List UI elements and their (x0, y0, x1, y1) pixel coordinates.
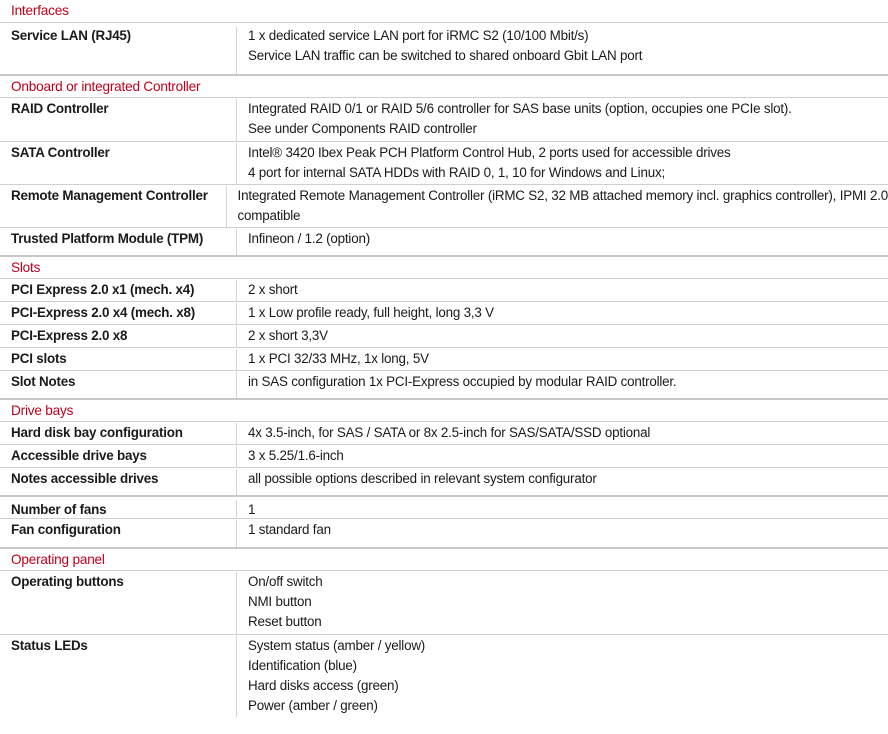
spec-label: PCI-Express 2.0 x4 (mech. x8) (11, 305, 195, 320)
spec-value (236, 446, 888, 467)
spec-value (236, 372, 888, 398)
spec-value-line: 1 x Low profile ready, full height, long 3,3 V (248, 305, 494, 320)
spec-value (236, 143, 888, 184)
spec-value-line: Service LAN traffic can be switched to shared onboard Gbit LAN port (248, 48, 643, 63)
spec-label: PCI-Express 2.0 x8 (11, 328, 128, 343)
spec-row-service-lan (0, 22, 888, 74)
spec-value-line: 1 x dedicated service LAN port for iRMC S2 (10/100 Mbit/s) (248, 28, 589, 43)
spec-label: RAID Controller (11, 101, 109, 116)
spec-value-line: compatible (237, 208, 301, 223)
spec-value (236, 26, 888, 74)
spec-value-line: See under Components RAID controller (248, 121, 477, 136)
spec-value (236, 349, 888, 370)
spec-value (236, 572, 888, 634)
spec-row-hard-disk-bay-configuration (0, 421, 888, 444)
spec-value (236, 469, 888, 495)
section-header-operating-panel (0, 547, 888, 570)
spec-value (236, 99, 888, 141)
spec-value-line: NMI button (248, 594, 312, 609)
spec-row-fan-configuration (0, 518, 888, 547)
spec-value-line: 4 port for internal SATA HDDs with RAID 0, 1, 10 for Windows and Linux; (248, 165, 665, 180)
spec-label: SATA Controller (11, 145, 110, 160)
section-title: Operating panel (11, 552, 105, 567)
spec-value-line: 2 x short (248, 282, 298, 297)
spec-label: Notes accessible drives (11, 471, 159, 486)
spec-row-accessible-drive-bays (0, 444, 888, 467)
spec-label: Service LAN (RJ45) (11, 28, 131, 43)
spec-label: Operating buttons (11, 574, 124, 589)
spec-value-line: 4x 3.5-inch, for SAS / SATA or 8x 2.5-inch for SAS/SATA/SSD optional (248, 425, 651, 440)
spec-value-line: 1 (248, 502, 256, 517)
spec-value-line: 1 standard fan (248, 522, 331, 537)
section-header-drive-bays (0, 398, 888, 421)
spec-label: Slot Notes (11, 374, 76, 389)
spec-value (236, 303, 888, 324)
spec-value (236, 280, 888, 301)
spec-row-slot-notes (0, 370, 888, 398)
section-header-slots (0, 255, 888, 278)
spec-value-line: System status (amber / yellow) (248, 638, 426, 653)
spec-value-line: On/off switch (248, 574, 323, 589)
section-title: Interfaces (11, 3, 69, 18)
spec-label: Hard disk bay configuration (11, 425, 183, 440)
spec-row-remote-management-controller (0, 184, 888, 227)
spec-value-line: Infineon / 1.2 (option) (248, 231, 370, 246)
spec-value-line: 2 x short 3,3V (248, 328, 328, 343)
spec-row-status-leds (0, 634, 888, 718)
spec-value (236, 500, 888, 518)
spec-value (236, 520, 888, 547)
spec-row-pcie-x1 (0, 278, 888, 301)
spec-row-notes-accessible-drives (0, 467, 888, 495)
spec-label: Status LEDs (11, 638, 88, 653)
spec-row-sata-controller (0, 141, 888, 184)
spec-label: Number of fans (11, 502, 107, 517)
spec-value-line: 1 x PCI 32/33 MHz, 1x long, 5V (248, 351, 429, 366)
section-header-interfaces (0, 0, 888, 22)
spec-label: Remote Management Controller (11, 188, 208, 203)
section-title: Drive bays (11, 403, 74, 418)
spec-value-line: 3 x 5.25/1.6-inch (248, 448, 344, 463)
spec-value-line: in SAS configuration 1x PCI-Express occupied by modular RAID controller. (248, 374, 677, 389)
spec-value (236, 229, 888, 255)
spec-row-tpm (0, 227, 888, 255)
spec-value-line: Intel® 3420 Ibex Peak PCH Platform Control Hub, 2 ports used for accessible drives (248, 145, 731, 160)
spec-label: PCI slots (11, 351, 67, 366)
spec-label: Accessible drive bays (11, 448, 147, 463)
spec-value-line: Integrated RAID 0/1 or RAID 5/6 controller for SAS base units (option, occupies one PCIe slot). (248, 101, 792, 116)
spec-label: Trusted Platform Module (TPM) (11, 231, 204, 246)
spec-value-line: Integrated Remote Management Controller (iRMC S2, 32 MB attached memory incl. graphics controller), IPMI 2.0 (237, 188, 888, 203)
spec-row-operating-buttons (0, 570, 888, 634)
spec-row-number-of-fans (0, 495, 888, 518)
spec-row-raid-controller (0, 97, 888, 141)
spec-value (226, 186, 888, 227)
spec-value-line: Reset button (248, 614, 322, 629)
spec-value (236, 423, 888, 444)
spec-row-pcie-x8 (0, 324, 888, 347)
spec-value-line: all possible options described in relevant system configurator (248, 471, 597, 486)
section-title: Onboard or integrated Controller (11, 79, 201, 94)
spec-label: Fan configuration (11, 522, 121, 537)
section-header-onboard-controller (0, 74, 888, 97)
spec-value (236, 326, 888, 347)
spec-row-pci-slots (0, 347, 888, 370)
spec-value-line: Power (amber / green) (248, 698, 378, 713)
spec-value (236, 636, 888, 718)
section-title: Slots (11, 260, 41, 275)
spec-label: PCI Express 2.0 x1 (mech. x4) (11, 282, 195, 297)
spec-value-line: Hard disks access (green) (248, 678, 399, 693)
spec-row-pcie-x4 (0, 301, 888, 324)
spec-value-line: Identification (blue) (248, 658, 357, 673)
